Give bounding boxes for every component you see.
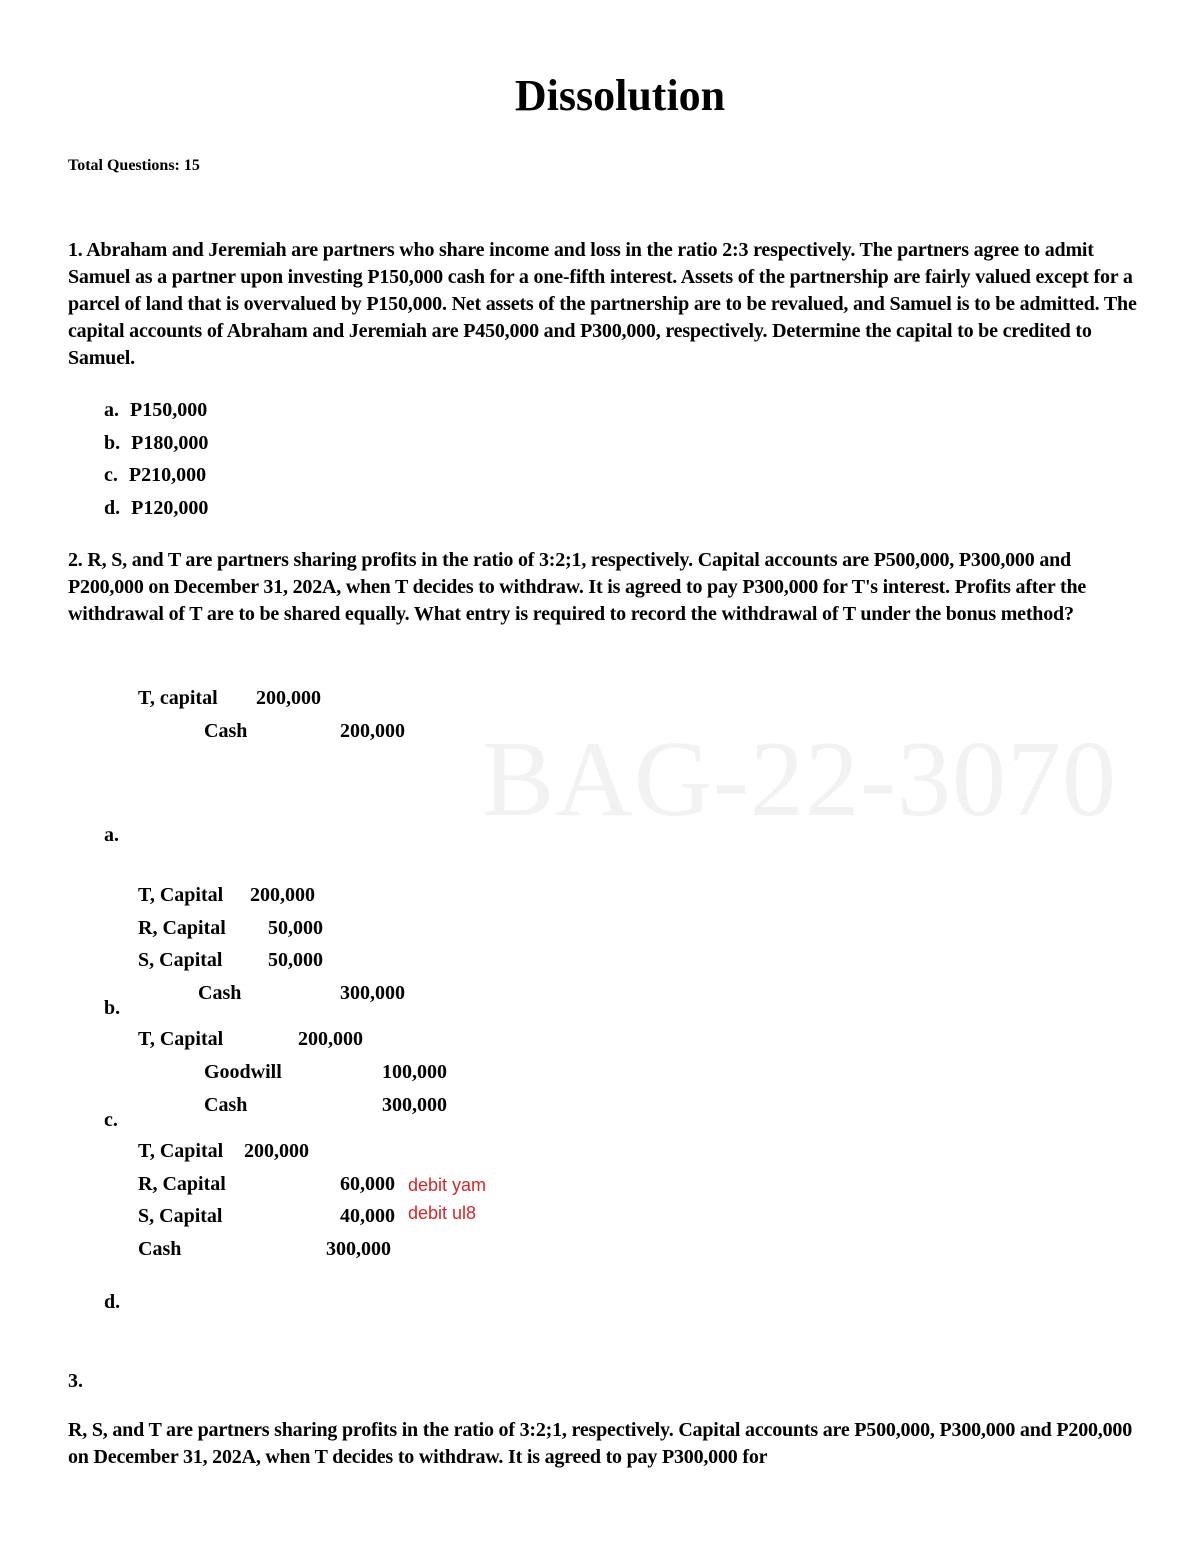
option-letter: b. bbox=[104, 432, 121, 454]
journal-credit: 300,000 bbox=[340, 982, 405, 1004]
journal-account: R, Capital bbox=[138, 1173, 226, 1195]
journal-account: Goodwill bbox=[204, 1061, 282, 1083]
q1-option-b[interactable] bbox=[104, 431, 208, 455]
q1-option-a[interactable] bbox=[104, 398, 207, 422]
question-2-text: 2. R, S, and T are partners sharing profits in the ratio of 3:2;1, respectively. Capital accounts are P500,000, P300,000 and P200,000 on December 31, 202A, when T decides to withdraw. It is agreed to pay P300,000 for T's interest. Profits after the withdrawal of T are to be shared equally. What entry is required to record the withdrawal of T under the bonus method? bbox=[68, 549, 1087, 625]
page-title: Dissolution bbox=[514, 71, 726, 120]
journal-debit: 200,000 bbox=[250, 884, 315, 906]
q1-option-c[interactable] bbox=[104, 463, 206, 487]
journal-account: R, Capital bbox=[138, 917, 226, 939]
journal-credit: 100,000 bbox=[382, 1061, 447, 1083]
question-3-text: R, S, and T are partners sharing profits in the ratio of 3:2;1, respectively. Capital accounts are P500,000, P300,000 and P200,000 on December 31, 202A, when T decides to withdraw. It is agreed to pay P300,000 for bbox=[68, 1419, 1132, 1468]
option-letter: c. bbox=[104, 1109, 118, 1131]
journal-account: Cash bbox=[204, 720, 248, 742]
option-letter: c. bbox=[104, 464, 118, 486]
journal-account: Cash bbox=[198, 982, 242, 1004]
option-letter: b. bbox=[104, 997, 121, 1019]
option-letter: a. bbox=[104, 399, 119, 421]
journal-amount: 60,000 bbox=[340, 1173, 395, 1195]
journal-account: T, Capital bbox=[138, 1140, 224, 1162]
journal-amount: 300,000 bbox=[326, 1238, 391, 1260]
handwritten-note: debit ul8 bbox=[408, 1203, 477, 1223]
q1-option-d[interactable] bbox=[104, 496, 208, 520]
journal-account: Cash bbox=[138, 1238, 182, 1260]
journal-debit: 200,000 bbox=[256, 687, 321, 709]
journal-account: T, Capital bbox=[138, 884, 224, 906]
option-letter: d. bbox=[104, 1291, 121, 1313]
journal-account: T, capital bbox=[138, 687, 218, 709]
journal-account: S, Capital bbox=[138, 949, 223, 971]
document-watermark: BAG-22-3070 bbox=[482, 720, 1117, 839]
handwritten-note: debit yam bbox=[408, 1175, 487, 1195]
option-letter: d. bbox=[104, 497, 121, 519]
journal-credit: 200,000 bbox=[340, 720, 405, 742]
journal-amount: 200,000 bbox=[244, 1140, 309, 1162]
option-value: P150,000 bbox=[130, 399, 208, 421]
journal-debit: 200,000 bbox=[298, 1028, 363, 1050]
journal-debit: 50,000 bbox=[268, 949, 323, 971]
option-value: P120,000 bbox=[131, 497, 209, 519]
journal-debit: 50,000 bbox=[268, 917, 323, 939]
question-1-text: 1. Abraham and Jeremiah are partners who share income and loss in the ratio 2:3 respectively. The partners agree to admit Samuel as a partner upon investing P150,000 cash for a one-fifth interest. Assets of the partnership are fairly valued except for a parcel of land that is overvalued by P150,000. Net assets of the partnership are to be revalued, and Samuel is to be admitted. The capital accounts of Abraham and Jeremiah are P450,000 and P300,000, respectively. Determine the capital to be credited to Samuel. bbox=[68, 239, 1137, 369]
journal-amount: 40,000 bbox=[340, 1205, 395, 1227]
journal-credit: 300,000 bbox=[382, 1094, 447, 1116]
option-letter: a. bbox=[104, 824, 119, 846]
journal-account: Cash bbox=[204, 1094, 248, 1116]
option-value: P210,000 bbox=[128, 464, 207, 486]
question-3-number: 3. bbox=[68, 1370, 83, 1392]
option-value: P180,000 bbox=[131, 432, 209, 454]
journal-account: T, Capital bbox=[138, 1028, 224, 1050]
total-questions-label: Total Questions: 15 bbox=[68, 157, 200, 174]
journal-account: S, Capital bbox=[138, 1205, 223, 1227]
